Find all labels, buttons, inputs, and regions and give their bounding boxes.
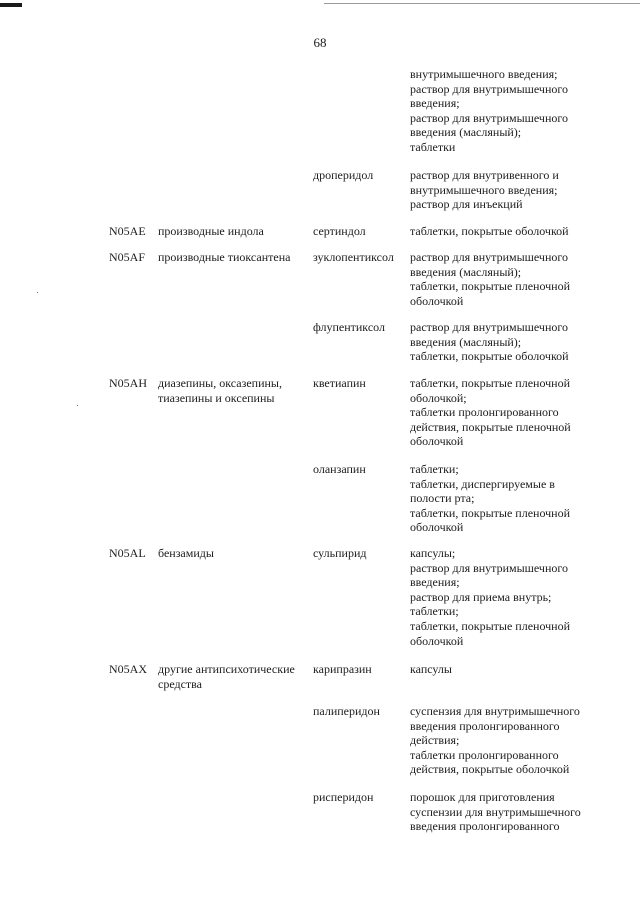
atc-code: N05AL (109, 546, 146, 560)
text-line: таблетки; (410, 462, 459, 476)
text-line: оболочкой (410, 293, 464, 308)
dosage-forms (410, 662, 610, 677)
pharmacological-group (158, 376, 308, 405)
atc-code: N05AE (109, 224, 146, 238)
dosage-forms (410, 168, 610, 212)
text-line: таблетки (410, 139, 456, 154)
text-line: производные индола (158, 224, 264, 238)
drug-name: карипразин (313, 662, 372, 676)
text-line: оболочкой (410, 434, 464, 449)
atc-code: N05AX (109, 662, 147, 676)
pharmacological-group (158, 546, 308, 561)
text-line: тиазепины и оксепины (158, 390, 275, 405)
text-line: введения пролонгированного (410, 819, 560, 834)
text-line: капсулы (410, 662, 452, 676)
drug-name: сульпирид (313, 546, 367, 560)
dosage-forms (410, 250, 610, 308)
dosage-forms (410, 462, 610, 535)
text-line: введения (масляный); (410, 264, 522, 279)
dosage-forms (410, 320, 610, 364)
text-line: таблетки, покрытые пленочной (410, 376, 571, 390)
text-line: раствор для внутримышечного (410, 320, 568, 334)
pharmacological-group (158, 224, 308, 239)
atc-code: N05AF (109, 250, 146, 264)
text-line: таблетки, покрытые оболочкой (410, 224, 569, 238)
text-line: оболочкой; (410, 390, 467, 405)
dosage-forms (410, 376, 610, 449)
dosage-forms (410, 704, 610, 777)
text-line: раствор для внутривенного и (410, 168, 559, 182)
text-line: средства (158, 676, 203, 691)
scan-corner-mark (0, 3, 22, 7)
text-line: внутримышечного введения; (410, 182, 558, 197)
text-line: раствор для внутримышечного (410, 560, 568, 575)
text-line: раствор для инъекций (410, 197, 523, 212)
text-line: действия; (410, 733, 460, 748)
drug-name: зуклопентиксол (313, 250, 394, 264)
text-line: бензамиды (158, 546, 214, 560)
drug-name: палиперидон (313, 704, 380, 718)
dosage-forms (410, 224, 610, 239)
text-line: таблетки, покрытые пленочной (410, 618, 571, 633)
text-line: введения пролонгированного (410, 718, 560, 733)
text-line: действия, покрытые пленочной (410, 419, 571, 434)
pharmacological-group (158, 662, 308, 691)
text-line: полости рта; (410, 491, 475, 506)
drug-name: оланзапин (313, 462, 366, 476)
scan-margin-mark (77, 405, 78, 406)
text-line: суспензия для внутримышечного (410, 704, 580, 718)
text-line: внутримышечного введения; (410, 67, 558, 81)
text-line: таблетки, диспергируемые в (410, 476, 555, 491)
dosage-forms (410, 546, 610, 648)
drug-name: рисперидон (313, 790, 374, 804)
text-line: таблетки пролонгированного (410, 405, 559, 420)
continued-dosage-forms (410, 67, 610, 155)
text-line: действия, покрытые оболочкой (410, 762, 570, 777)
text-line: введения; (410, 96, 460, 111)
text-line: порошок для приготовления (410, 790, 555, 804)
text-line: производные тиоксантена (158, 250, 291, 264)
text-line: таблетки; (410, 604, 459, 619)
drug-name: сертиндол (313, 224, 366, 238)
text-line: раствор для приема внутрь; (410, 589, 552, 604)
text-line: таблетки пролонгированного (410, 747, 559, 762)
text-line: оболочкой (410, 520, 464, 535)
drug-name: кветиапин (313, 376, 366, 390)
text-line: раствор для внутримышечного (410, 110, 568, 125)
text-line: оболочкой (410, 633, 464, 648)
page-number: 68 (313, 35, 327, 50)
text-line: таблетки, покрытые пленочной (410, 279, 571, 294)
text-line: диазепины, оксазепины, (158, 376, 282, 390)
text-line: раствор для внутримышечного (410, 250, 568, 264)
text-line: таблетки, покрытые пленочной (410, 505, 571, 520)
text-line: введения (масляный); (410, 125, 522, 140)
dosage-forms (410, 790, 610, 834)
text-line: введения; (410, 575, 460, 590)
atc-code: N05AH (109, 376, 147, 390)
text-line: другие антипсихотические (158, 662, 295, 676)
scan-margin-mark (37, 292, 38, 293)
drug-name: дроперидол (313, 168, 374, 182)
scan-top-rule (324, 3, 640, 4)
text-line: введения (масляный); (410, 334, 522, 349)
text-line: капсулы; (410, 546, 456, 560)
text-line: раствор для внутримышечного (410, 81, 568, 96)
pharmacological-group (158, 250, 308, 265)
text-line: таблетки, покрытые оболочкой (410, 349, 569, 364)
drug-name: флупентиксол (313, 320, 385, 334)
text-line: суспензии для внутримышечного (410, 804, 581, 819)
